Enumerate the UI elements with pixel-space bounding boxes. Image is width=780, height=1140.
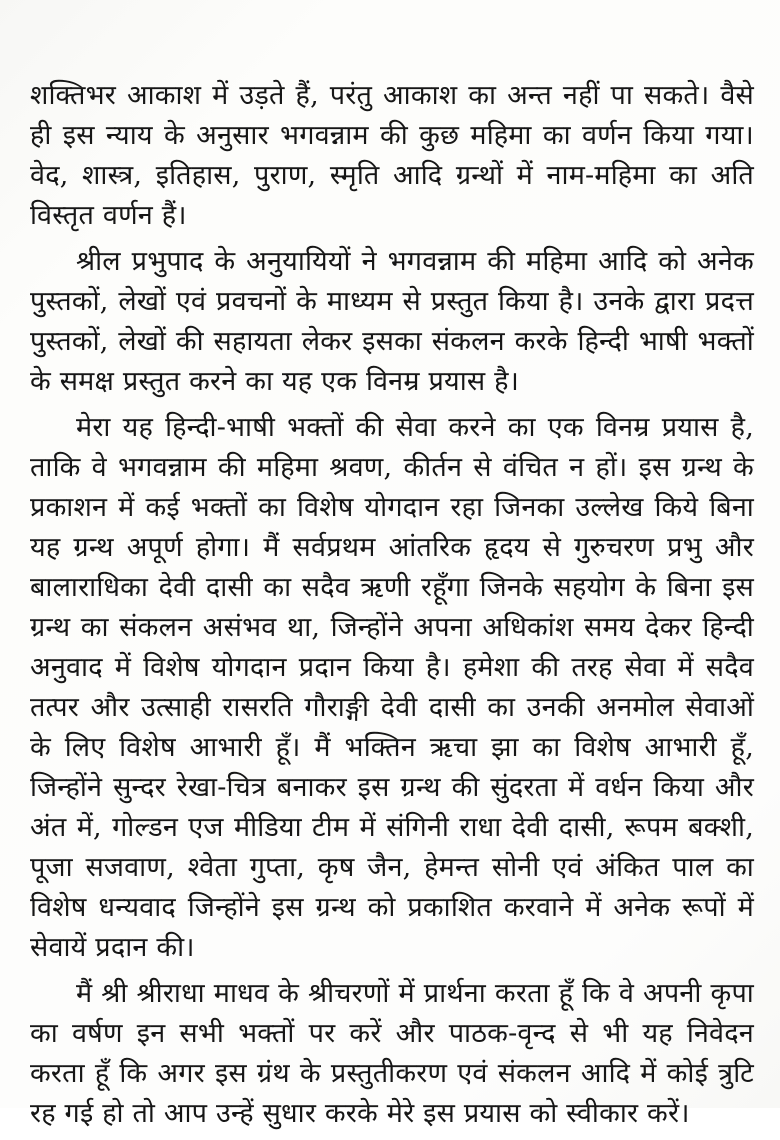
paragraph-2: श्रील प्रभुपाद के अनुयायियों ने भगवन्नाम की महिमा आदि को अनेक पुस्तकों, लेखों एवं प्रवचनों के माध्यम से प्रस्तुत किया है। उनके द्वारा प्रदत्त पुस्तकों, लेखों की सहायता लेकर इसका संकलन करके हिन्दी भाषी भक्तों के समक्ष प्रस्तुत करने का यह एक विनम्र प्रयास है। <box>30 246 754 397</box>
paragraph-3: मेरा यह हिन्दी-भाषी भक्तों की सेवा करने का एक विनम्र प्रयास है, ताकि वे भगवन्नाम की महिमा श्रवण, कीर्तन से वंचित न हों। इस ग्रन्थ के प्रकाशन में कई भक्तों का विशेष योगदान रहा जिनका उल्लेख किये बिना यह ग्रन्थ अपूर्ण होगा। मैं सर्वप्रथम आंतरिक हृदय से गुरुचरण प्रभु और बालाराधिका देवी दासी का सदैव ऋणी रहूँगा जिनके सहयोग के बिना इस ग्रन्थ का संकलन असंभव था, जिन्होंने अपना अधिकांश समय देकर हिन्दी अनुवाद में विशेष योगदान प्रदान किया है। हमेशा की तरह सेवा में सदैव तत्पर और उत्साही रासरति गौराङ्गी देवी दासी का उनकी अनमोल सेवाओं के लिए विशेष आभारी हूँ। मैं भक्तिन ऋचा झा का विशेष आभारी हूँ, जिन्होंने सुन्दर रेखा-चित्र बनाकर इस ग्रन्थ की सुंदरता में वर्धन किया और अंत में, गोल्डन एज मीडिया टीम में संगिनी राधा देवी दासी, रूपम बक्शी, पूजा सजवाण, श्वेता गुप्ता, कृष जैन, हेमन्त सोनी एवं अंकित पाल का विशेष धन्यवाद जिन्होंने इस ग्रन्थ को प्रकाशित करवाने में अनेक रूपों में सेवायें प्रदान की। <box>30 412 754 963</box>
paragraph-4: मैं श्री श्रीराधा माधव के श्रीचरणों में प्रार्थना करता हूँ कि वे अपनी कृपा का वर्षण इन सभी भक्तों पर करें और पाठक-वृन्द से भी यह निवेदन करता हूँ कि अगर इस ग्रंथ के प्रस्तुतीकरण एवं संकलन आदि में कोई त्रुटि रह गई हो तो आप उन्हें सुधार करके मेरे इस प्रयास को स्वीकार करें। <box>30 978 754 1129</box>
page-text <box>30 76 754 1140</box>
paragraph-1: शक्तिभर आकाश में उड़ते हैं, परंतु आकाश का अन्त नहीं पा सकते। वैसे ही इस न्याय के अनुसार भगवन्नाम की कुछ महिमा का वर्णन किया गया। वेद, शास्त्र, इतिहास, पुराण, स्मृति आदि ग्रन्थों में नाम-महिमा का अति विस्तृत वर्णन हैं। <box>30 80 754 231</box>
